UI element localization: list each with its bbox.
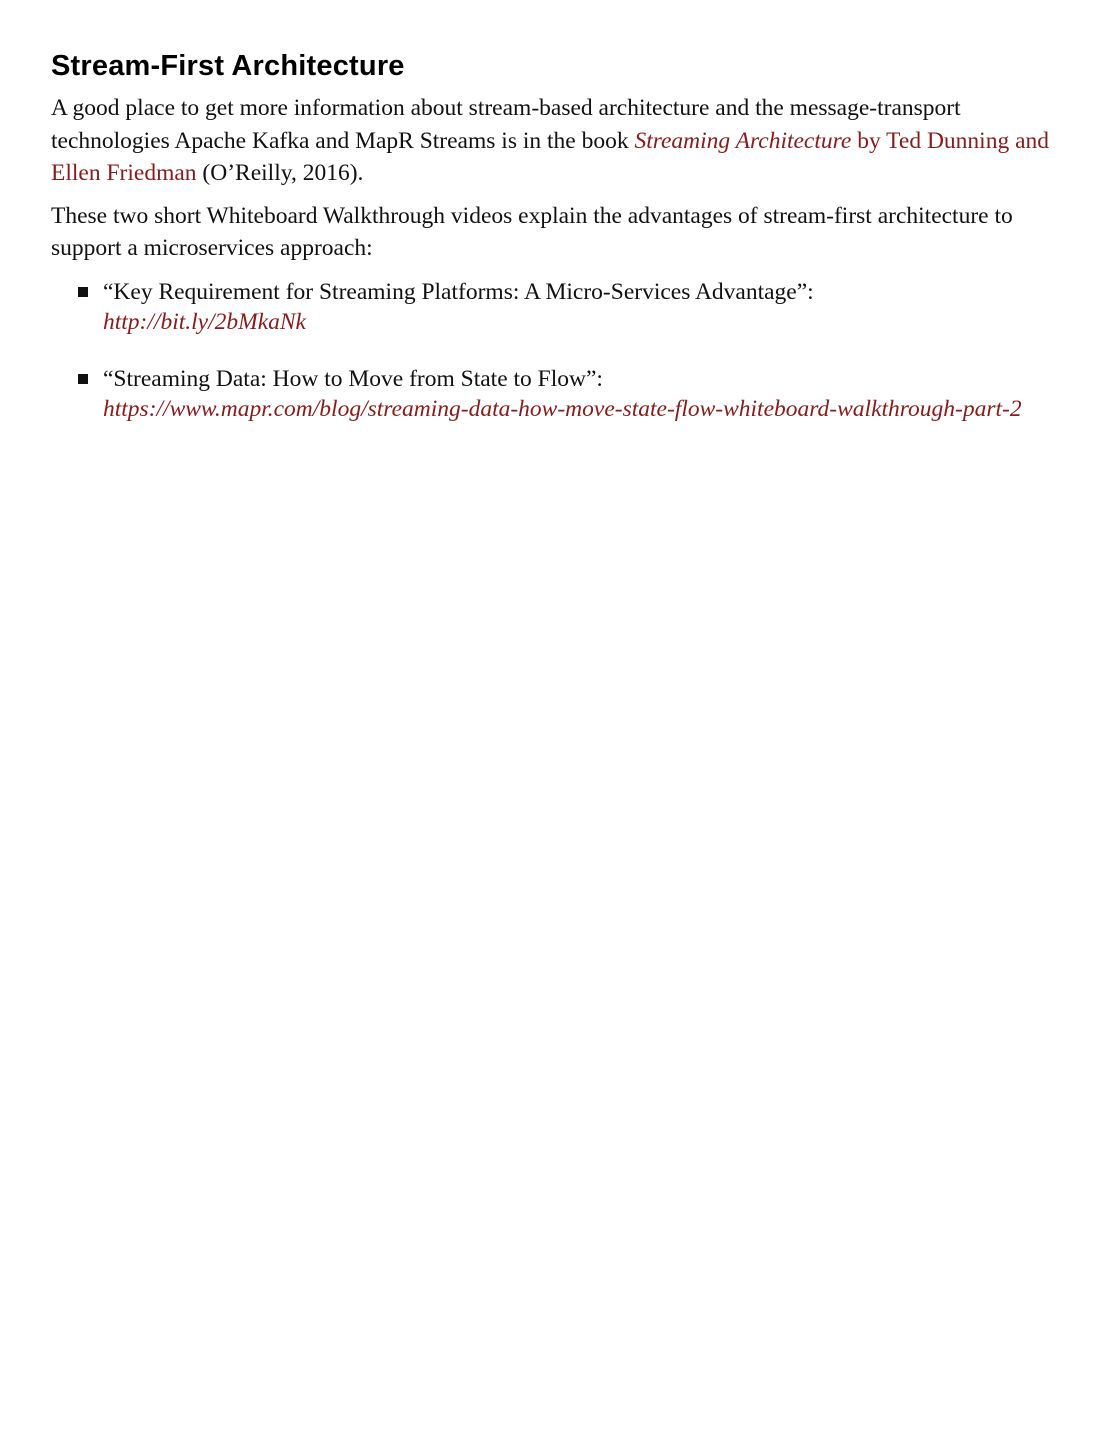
document-page: [51, 48, 1071, 451]
book-title[interactable]: Streaming Architecture: [634, 127, 852, 154]
book-authors[interactable]: by Ted Dunning and Ellen Friedman: [51, 127, 1050, 186]
list-item: [103, 364, 1071, 424]
square-bullet-icon: [78, 287, 88, 297]
paragraph-text-before: A good place to get more information about stream-based architecture and the message-transport technologies Apache Kafka and MapR Streams is in the book: [51, 95, 961, 154]
paragraph-book-reference: [51, 92, 1071, 190]
video-link[interactable]: http://bit.ly/2bMkaNk: [103, 308, 306, 335]
square-bullet-icon: [78, 374, 88, 384]
paragraph-text-after: (O’Reilly, 2016).: [196, 160, 364, 186]
section-title: Stream-First Architecture: [51, 50, 405, 82]
list-item: [103, 277, 1071, 337]
paragraph-videos-intro: These two short Whiteboard Walkthrough videos explain the advantages of stream-first architecture to support a microservices approach:: [51, 202, 1013, 261]
video-title: “Key Requirement for Streaming Platforms: A Micro-Services Advantage”:: [103, 278, 814, 305]
video-list: [51, 277, 1071, 424]
video-title: “Streaming Data: How to Move from State to Flow”:: [103, 365, 603, 392]
video-link[interactable]: https://www.mapr.com/blog/streaming-data-how-move-state-flow-whiteboard-walkthrough-part-2: [103, 395, 1022, 422]
